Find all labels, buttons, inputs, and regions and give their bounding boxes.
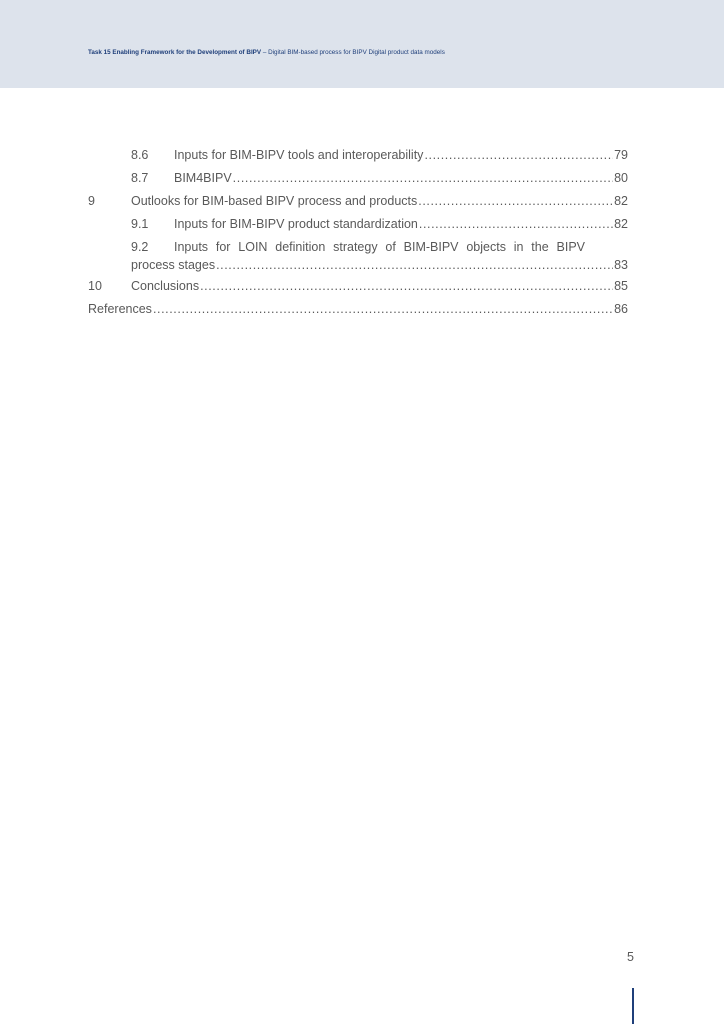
toc-entry-page: 83 (614, 258, 628, 272)
toc-entry-title: BIM4BIPV (174, 171, 232, 185)
toc-entry-page: 82 (614, 194, 628, 208)
footer-rule (632, 988, 634, 1024)
toc-entry-title-line1: Inputs for LOIN definition strategy of BIM-BIPV objects in the BIPV (174, 240, 585, 254)
toc-entry-page: 82 (614, 217, 628, 231)
toc-entry-number: 9 (88, 194, 95, 208)
toc-entry-number: 8.7 (131, 171, 149, 185)
header-title-rest: – Digital BIM-based process for BIPV Digital product data models (261, 49, 445, 56)
toc-leader-dots (153, 301, 613, 317)
toc-leader-dots (419, 216, 613, 232)
toc-entry-references[interactable] (88, 301, 628, 317)
toc-entry-title: Outlooks for BIM-based BIPV process and products (131, 194, 418, 208)
toc-entry-number: 9.1 (131, 217, 149, 231)
toc-leader-dots (233, 170, 613, 186)
toc-entry-8-6[interactable] (131, 147, 628, 163)
toc-entry-page: 80 (614, 171, 628, 185)
toc-entry-page: 86 (614, 302, 628, 316)
toc-entry-8-7[interactable] (131, 170, 628, 186)
toc-leader-dots (424, 147, 613, 163)
toc-entry-title: Inputs for BIM-BIPV product standardization (174, 217, 418, 231)
toc-entry-9[interactable] (88, 193, 628, 209)
toc-leader-dots (216, 257, 613, 273)
toc-entry-9-1[interactable] (131, 216, 628, 232)
toc-entry-number: 8.6 (131, 148, 149, 162)
toc-entry-title: Conclusions (131, 279, 200, 293)
toc-entry-page: 85 (614, 279, 628, 293)
toc-entry-title-line2: process stages (131, 258, 216, 272)
toc-leader-dots (418, 193, 613, 209)
page-number: 5 (627, 950, 634, 964)
toc-entry-title: References (88, 302, 152, 316)
toc-leader-dots (200, 278, 613, 294)
toc-entry-9-2[interactable] (131, 239, 628, 273)
toc-entry-number: 9.2 (131, 240, 149, 254)
toc-entry-page: 79 (614, 148, 628, 162)
toc-entry-10[interactable] (88, 278, 628, 294)
toc-entry-number: 10 (88, 279, 102, 293)
toc-entry-title: Inputs for BIM-BIPV tools and interoperability (174, 148, 424, 162)
header-title-bold: Task 15 Enabling Framework for the Development of BIPV (88, 49, 262, 56)
